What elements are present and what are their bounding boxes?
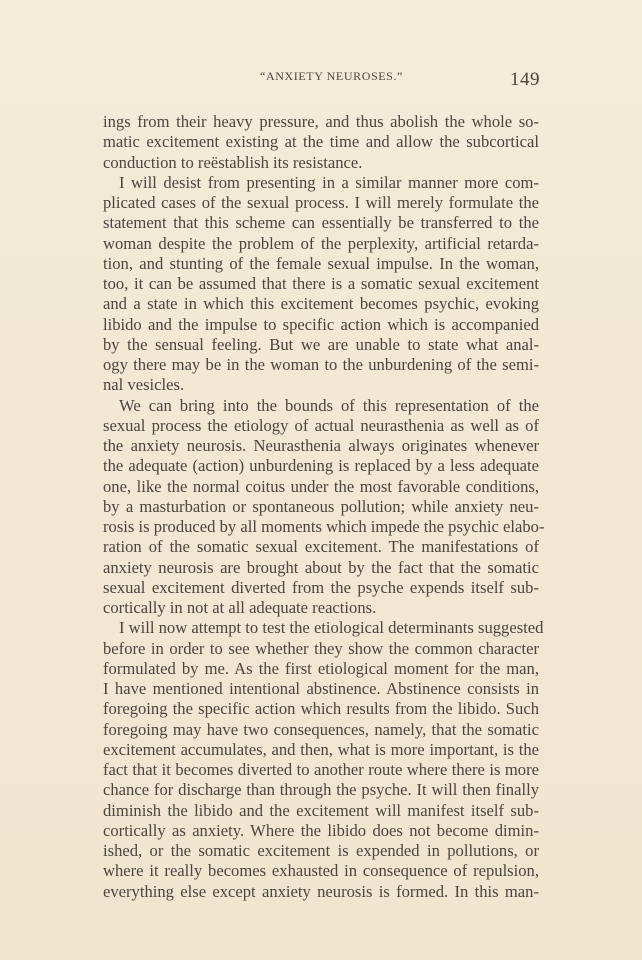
- text-line: rosis is produced by all moments which impede the psychic elabo-: [103, 517, 545, 536]
- text-line: formulated by me. As the first etiological moment for the man,: [103, 658, 539, 678]
- text-line: We can bring into the bounds of this representation of the: [119, 395, 539, 415]
- text-line: fact that it becomes diverted to another route where there is more: [103, 760, 539, 779]
- text-line: diminish the libido and the excitement will manifest itself sub-: [103, 800, 539, 820]
- text-line: ished, or the somatic excitement is expended in pollutions, or: [103, 841, 539, 860]
- text-line: too, it can be assumed that there is a somatic sexual excitement: [103, 274, 539, 293]
- text-line: and a state in which this excitement becomes psychic, evoking: [103, 294, 539, 314]
- text-line: sexual process the etiology of actual neurasthenia as well as of: [103, 415, 539, 435]
- text-line: ings from their heavy pressure, and thus abolish the whole so-: [103, 112, 539, 131]
- text-line: tion, and stunting of the female sexual impulse. In the woman,: [103, 253, 539, 273]
- text-line: woman despite the problem of the perplexity, artificial retarda-: [103, 233, 539, 253]
- text-line: one, like the normal coitus under the most favorable conditions,: [103, 476, 539, 496]
- text-line: statement that this scheme can essentially be transferred to the: [103, 213, 539, 233]
- text-line: everything else except anxiety neurosis is formed. In this man-: [103, 881, 539, 901]
- text-line: conduction to reëstablish its resistance.: [103, 152, 363, 172]
- text-line: I have mentioned intentional abstinence. Abstinence consists in: [103, 679, 539, 698]
- text-line: the adequate (action) unburdening is replaced by a less adequate: [103, 456, 539, 476]
- text-line: ration of the somatic sexual excitement. The manifestations of: [103, 537, 539, 557]
- text-line: cortically in not at all adequate reactions.: [103, 598, 377, 617]
- text-line: libido and the impulse to specific action which is accompanied: [103, 314, 539, 334]
- text-line: ogy there may be in the woman to the unburdening of the semi-: [103, 355, 539, 374]
- text-line: cortically as anxiety. Where the libido does not become dimin-: [103, 820, 539, 840]
- text-line: before in order to see whether they show the common character: [103, 638, 539, 658]
- text-line: nal vesicles.: [103, 375, 185, 395]
- body-text: [103, 112, 545, 902]
- text-line: excitement accumulates, and then, what is more important, is the: [103, 739, 539, 759]
- text-line: anxiety neurosis are brought about by the fact that the somatic: [103, 557, 539, 577]
- text-line: I will now attempt to test the etiological determinants suggested: [119, 618, 544, 638]
- running-title: “ANXIETY NEUROSES.”: [260, 69, 403, 83]
- text-line: where it really becomes exhausted in consequence of repulsion,: [103, 861, 539, 881]
- text-line: plicated cases of the sexual process. I will merely formulate the: [103, 193, 539, 212]
- text-line: chance for discharge than through the psyche. It will then finally: [103, 780, 539, 800]
- text-line: foregoing may have two consequences, namely, that the somatic: [103, 719, 539, 739]
- text-line: foregoing the specific action which results from the libido. Such: [103, 699, 539, 719]
- text-line: by the sensual feeling. But we are unable to state what anal-: [103, 334, 539, 354]
- running-head: [103, 69, 540, 93]
- text-line: I will desist from presenting in a similar manner more com-: [119, 172, 539, 192]
- text-line: sexual excitement diverted from the psyche expends itself sub-: [103, 577, 539, 597]
- text-line: the anxiety neurosis. Neurasthenia always originates whenever: [103, 436, 539, 455]
- text-line: matic excitement existing at the time and allow the subcortical: [103, 132, 539, 152]
- text-line: by a masturbation or spontaneous pollution; while anxiety neu-: [103, 496, 539, 516]
- page-number: 149: [510, 69, 540, 90]
